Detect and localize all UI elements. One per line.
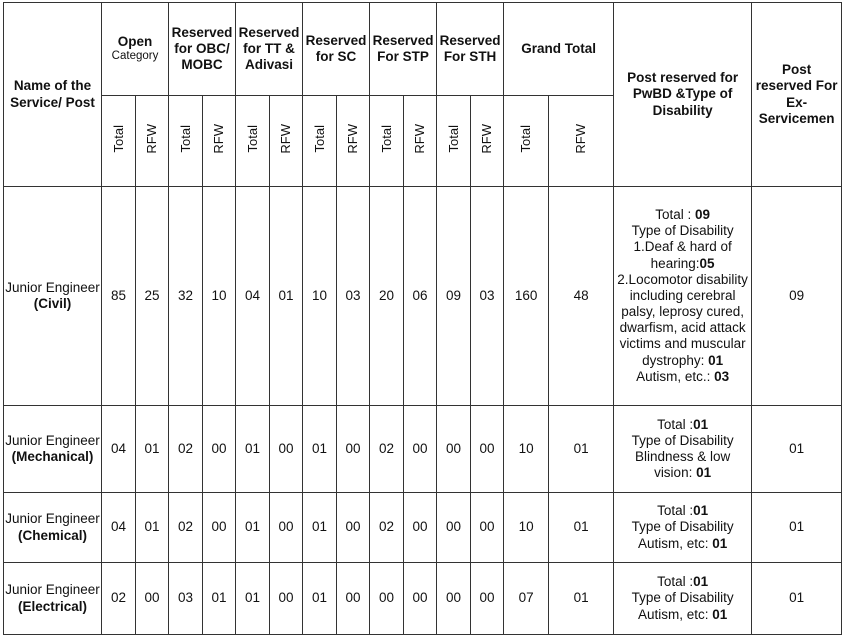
subheader-grand-total bbox=[504, 96, 549, 187]
pwbd-item-text: Autism, etc.: bbox=[636, 368, 715, 384]
value-cell: 00 bbox=[404, 493, 437, 563]
value-cell: 01 bbox=[236, 406, 270, 493]
header-sth: Reserved For STH bbox=[437, 3, 504, 96]
table-row bbox=[4, 187, 842, 406]
subheader-label: RFW bbox=[211, 124, 227, 154]
pwbd-item-text: Autism, etc: bbox=[637, 535, 713, 551]
subheader-label: Total bbox=[378, 125, 394, 153]
subheader-sc-total bbox=[303, 96, 337, 187]
value-cell: 06 bbox=[404, 187, 437, 406]
value-cell: 04 bbox=[102, 406, 136, 493]
value-cell: 02 bbox=[169, 406, 203, 493]
pwbd-item bbox=[614, 272, 751, 369]
subheader-label: Total bbox=[244, 125, 260, 153]
pwbd-item-value: 01 bbox=[712, 535, 728, 551]
pwbd-total-label: Total : bbox=[657, 416, 694, 432]
header-open-sub: Category bbox=[111, 50, 159, 63]
service-name-cell bbox=[4, 563, 102, 635]
value-cell: 00 bbox=[370, 563, 404, 635]
pwbd-total-value: 01 bbox=[693, 503, 709, 519]
subheader-obc-rfw bbox=[203, 96, 236, 187]
subheader-open-rfw bbox=[136, 96, 169, 187]
service-stream: (Mechanical) bbox=[11, 449, 94, 464]
header-pwbd: Post reserved for PwBD &Type of Disability bbox=[614, 3, 752, 187]
ex-servicemen-cell: 01 bbox=[752, 406, 842, 493]
value-cell: 01 bbox=[136, 406, 169, 493]
pwbd-item-text: 2.Locomotor disability including cerebral palsy, leprosy cured, dwarfism, acid attack victims and muscular dystrophy: bbox=[617, 271, 748, 368]
pwbd-item bbox=[614, 369, 751, 385]
grand-rfw-cell: 48 bbox=[549, 187, 614, 406]
subheader-label: RFW bbox=[144, 124, 160, 154]
service-stream: (Chemical) bbox=[17, 527, 88, 543]
subheader-label: Total bbox=[311, 125, 327, 153]
value-cell: 09 bbox=[437, 187, 471, 406]
grand-total-cell: 10 bbox=[504, 493, 549, 563]
service-name-cell bbox=[4, 493, 102, 563]
value-cell: 01 bbox=[136, 493, 169, 563]
value-cell: 00 bbox=[471, 563, 504, 635]
table-row bbox=[4, 406, 842, 493]
value-cell: 00 bbox=[437, 563, 471, 635]
pwbd-cell bbox=[614, 563, 752, 635]
pwbd-total-line bbox=[614, 503, 751, 519]
pwbd-total-label: Total : bbox=[657, 574, 694, 590]
value-cell: 00 bbox=[270, 493, 303, 563]
value-cell: 02 bbox=[102, 563, 136, 635]
pwbd-total-line bbox=[614, 574, 751, 590]
service-name-cell bbox=[4, 406, 102, 493]
value-cell: 00 bbox=[404, 563, 437, 635]
ex-servicemen-cell: 09 bbox=[752, 187, 842, 406]
subheader-label: RFW bbox=[345, 124, 361, 154]
grand-total-cell: 07 bbox=[504, 563, 549, 635]
pwbd-item bbox=[614, 607, 751, 623]
value-cell: 00 bbox=[437, 493, 471, 563]
subheader-grand-rfw bbox=[549, 96, 614, 187]
header-sc: Reserved for SC bbox=[303, 3, 370, 96]
value-cell: 00 bbox=[136, 563, 169, 635]
ex-servicemen-cell: 01 bbox=[752, 493, 842, 563]
subheader-obc-total bbox=[169, 96, 203, 187]
pwbd-total-label: Total : bbox=[655, 206, 695, 222]
pwbd-total-label: Total : bbox=[657, 503, 694, 519]
pwbd-item bbox=[614, 449, 751, 481]
pwbd-cell bbox=[614, 493, 752, 563]
subheader-open-total bbox=[102, 96, 136, 187]
service-name: Junior Engineer bbox=[5, 279, 100, 295]
value-cell: 00 bbox=[471, 493, 504, 563]
header-grand-total: Grand Total bbox=[504, 3, 614, 96]
subheader-label: RFW bbox=[479, 124, 495, 154]
grand-total-cell: 160 bbox=[504, 187, 549, 406]
pwbd-total-value: 09 bbox=[694, 206, 710, 222]
value-cell: 32 bbox=[169, 187, 203, 406]
grand-total-cell: 10 bbox=[504, 406, 549, 493]
value-cell: 00 bbox=[404, 406, 437, 493]
pwbd-item-value: 05 bbox=[699, 255, 715, 271]
value-cell: 00 bbox=[203, 406, 236, 493]
subheader-label: RFW bbox=[573, 124, 589, 154]
service-name-cell bbox=[4, 187, 102, 406]
service-name: Junior Engineer bbox=[5, 511, 100, 527]
pwbd-total-line bbox=[614, 417, 751, 433]
value-cell: 02 bbox=[169, 493, 203, 563]
pwbd-type-label: Type of Disability bbox=[631, 590, 734, 606]
vacancy-table bbox=[3, 2, 842, 635]
grand-rfw-cell: 01 bbox=[549, 563, 614, 635]
value-cell: 03 bbox=[337, 187, 370, 406]
pwbd-item-value: 03 bbox=[714, 368, 730, 384]
value-cell: 01 bbox=[203, 563, 236, 635]
pwbd-type-label: Type of Disability bbox=[631, 432, 734, 448]
value-cell: 03 bbox=[169, 563, 203, 635]
subheader-label: Total bbox=[518, 125, 534, 153]
grand-rfw-cell: 01 bbox=[549, 406, 614, 493]
header-open: Open bbox=[117, 34, 153, 49]
pwbd-item-value: 01 bbox=[708, 352, 724, 368]
value-cell: 00 bbox=[337, 406, 370, 493]
header-obc: Reserved for OBC/ MOBC bbox=[169, 3, 236, 96]
header-ex-servicemen: Post reserved For Ex-Servicemen bbox=[752, 3, 842, 187]
value-cell: 01 bbox=[236, 493, 270, 563]
value-cell: 01 bbox=[236, 563, 270, 635]
service-stream: (Civil) bbox=[33, 296, 72, 311]
value-cell: 25 bbox=[136, 187, 169, 406]
header-service-name: Name of the Service/ Post bbox=[4, 3, 102, 187]
subheader-stp-total bbox=[370, 96, 404, 187]
pwbd-total-line bbox=[614, 207, 751, 223]
value-cell: 00 bbox=[471, 406, 504, 493]
subheader-label: Total bbox=[445, 125, 461, 153]
value-cell: 10 bbox=[303, 187, 337, 406]
pwbd-item-value: 01 bbox=[712, 606, 728, 622]
value-cell: 00 bbox=[270, 406, 303, 493]
value-cell: 02 bbox=[370, 406, 404, 493]
table-row bbox=[4, 493, 842, 563]
value-cell: 01 bbox=[303, 493, 337, 563]
value-cell: 04 bbox=[102, 493, 136, 563]
value-cell: 02 bbox=[370, 493, 404, 563]
pwbd-total-value: 01 bbox=[693, 574, 709, 590]
subheader-stp-rfw bbox=[404, 96, 437, 187]
value-cell: 04 bbox=[236, 187, 270, 406]
value-cell: 00 bbox=[270, 563, 303, 635]
pwbd-cell bbox=[614, 406, 752, 493]
subheader-tt-total bbox=[236, 96, 270, 187]
value-cell: 10 bbox=[203, 187, 236, 406]
service-stream: (Electrical) bbox=[17, 598, 88, 614]
header-tt: Reserved for TT & Adivasi bbox=[236, 3, 303, 96]
value-cell: 01 bbox=[303, 563, 337, 635]
pwbd-item-value: 01 bbox=[696, 465, 712, 481]
pwbd-item-text: Autism, etc: bbox=[637, 606, 713, 622]
pwbd-item bbox=[614, 536, 751, 552]
subheader-label: Total bbox=[177, 125, 193, 153]
pwbd-total-value: 01 bbox=[693, 416, 709, 432]
value-cell: 00 bbox=[203, 493, 236, 563]
header-stp: Reserved For STP bbox=[370, 3, 437, 96]
value-cell: 00 bbox=[337, 563, 370, 635]
header-open-category bbox=[102, 3, 169, 96]
table-body bbox=[4, 187, 842, 635]
value-cell: 00 bbox=[337, 493, 370, 563]
grand-rfw-cell: 01 bbox=[549, 493, 614, 563]
subheader-sc-rfw bbox=[337, 96, 370, 187]
service-name: Junior Engineer bbox=[5, 582, 100, 598]
subheader-sth-total bbox=[437, 96, 471, 187]
pwbd-item bbox=[614, 239, 751, 271]
subheader-label: Total bbox=[110, 125, 126, 153]
service-name: Junior Engineer bbox=[5, 432, 100, 448]
pwbd-type-label: Type of Disability bbox=[631, 223, 734, 239]
value-cell: 01 bbox=[270, 187, 303, 406]
pwbd-item-text: Blindness & low vision: bbox=[634, 449, 731, 481]
pwbd-item-text: 1.Deaf & hard of hearing: bbox=[633, 239, 732, 271]
value-cell: 03 bbox=[471, 187, 504, 406]
value-cell: 20 bbox=[370, 187, 404, 406]
subheader-tt-rfw bbox=[270, 96, 303, 187]
subheader-label: RFW bbox=[412, 124, 428, 154]
value-cell: 01 bbox=[303, 406, 337, 493]
pwbd-type-label: Type of Disability bbox=[631, 519, 734, 535]
table-row bbox=[4, 563, 842, 635]
ex-servicemen-cell: 01 bbox=[752, 563, 842, 635]
value-cell: 85 bbox=[102, 187, 136, 406]
pwbd-cell bbox=[614, 187, 752, 406]
subheader-sth-rfw bbox=[471, 96, 504, 187]
value-cell: 00 bbox=[437, 406, 471, 493]
subheader-label: RFW bbox=[278, 124, 294, 154]
